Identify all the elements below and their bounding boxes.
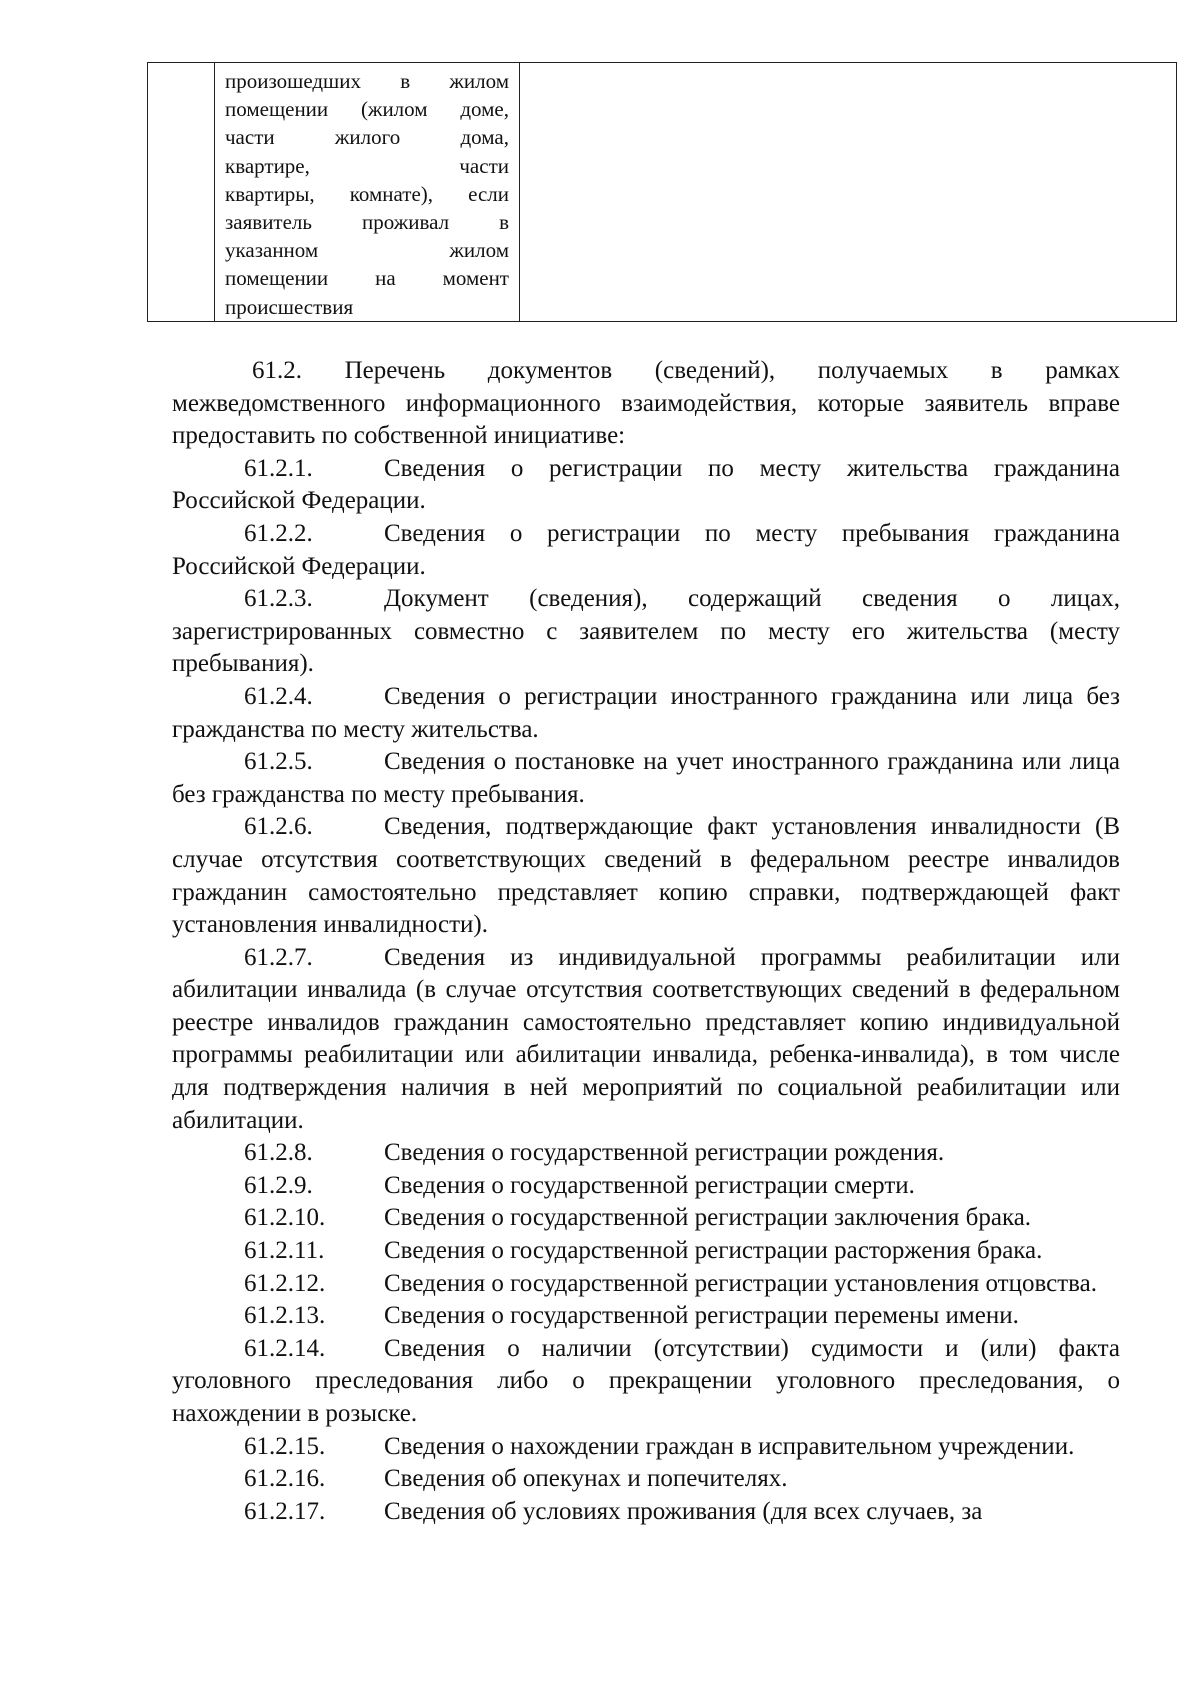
cell-line: заявитель проживал в [225,210,509,235]
cell-line: произошедших в жилом [225,69,509,93]
list-item [172,453,1120,518]
list-item [172,746,1120,811]
item-number: 61.2.9. [244,1171,313,1199]
item-number: 61.2.5. [244,748,313,776]
item-number: 61.2.14. [244,1334,326,1362]
list-item [172,1463,1120,1496]
list-item [172,1268,1120,1301]
item-text: Сведения об условиях проживания (для всех случаев, за [384,1497,983,1525]
table-fragment [147,62,1177,322]
document-body [172,355,1120,1528]
item-number: 61.2.13. [244,1302,326,1330]
table-cell-description [215,63,520,322]
list-item [172,1496,1120,1529]
item-text: Сведения о регистрации иностранного гражданина или лица без гражданства по месту жительства. [172,682,1120,743]
list-item [172,1300,1120,1333]
item-number: 61.2.16. [244,1465,326,1493]
list-item [172,583,1120,681]
table-row [148,63,1177,322]
item-text: Сведения о регистрации по месту пребывания гражданина Российской Федерации. [172,519,1120,580]
list-item [172,1202,1120,1235]
cell-line: помещении (жилом доме, [225,97,509,122]
item-text: Сведения о регистрации по месту жительства гражданина Российской Федерации. [172,454,1120,515]
item-text: Сведения о наличии (отсутствии) судимости и (или) факта уголовного преследования либо о прекращении уголовного преследования, о нахождении в розыске. [172,1334,1120,1427]
item-text: Сведения о государственной регистрации перемены имени. [384,1302,1019,1330]
list-item [172,1431,1120,1464]
item-number: 61.2.3. [244,585,313,613]
cell-line: помещении на момент [225,266,509,291]
item-number: 61.2.15. [244,1432,326,1460]
item-text: Сведения о государственной регистрации смерти. [384,1171,915,1199]
list-item [172,1170,1120,1203]
item-number: 61.2.17. [244,1497,326,1525]
cell-line: указанном жилом [225,238,509,263]
item-text: Сведения о государственной регистрации установления отцовства. [384,1269,1097,1297]
item-number: 61.2.7. [244,943,313,971]
list-item [172,1137,1120,1170]
item-text: Сведения о постановке на учет иностранного гражданина или лица без гражданства по месту пребывания. [172,748,1120,808]
intro-text: Перечень документов (сведений), получаемых в рамках межведомственного информационного взаимодействия, которые заявитель вправе предоставить по собственной инициативе: [172,357,1121,450]
list-item [172,1235,1120,1268]
cell-line: происшествия [225,294,354,319]
list-item [172,518,1120,583]
item-text: Сведения о государственной регистрации заключения брака. [384,1204,1032,1232]
item-number: 61.2.4. [244,682,313,710]
item-number: 61.2.11. [244,1237,325,1265]
table-cell-empty [520,63,1177,322]
table-cell-number [148,63,215,322]
item-text: Сведения из индивидуальной программы реабилитации или абилитации инвалида (в случае отсутствия соответствующих сведений в федеральном реестре инвалидов гражданин самостоятельно представляет копию индивидуальной программы реабилитации или абилитации инвалида, ребенка-инвалида), в том числе для подтверждения наличия в ней мероприятий по социальной реабилитации или абилитации. [172,943,1120,1134]
cell-line: части жилого дома, [225,125,509,150]
intro-paragraph [172,355,1120,453]
item-text: Сведения о государственной регистрации расторжения брака. [384,1237,1043,1265]
item-text: Сведения о государственной регистрации рождения. [384,1139,945,1167]
item-number: 61.2.12. [244,1269,326,1297]
list-item [172,681,1120,746]
item-number: 61.2.1. [244,454,313,482]
item-text: Сведения о нахождении граждан в исправительном учреждении. [384,1432,1075,1460]
item-number: 61.2.8. [244,1139,313,1167]
list-item [172,811,1120,941]
item-text: Сведения, подтверждающие факт установления инвалидности (В случае отсутствия соответствующих сведений в федеральном реестре инвалидов гражданин самостоятельно представляет копию справки, подтверждающей факт установления инвалидности). [172,813,1120,939]
intro-number: 61.2. [252,357,302,384]
item-number: 61.2.2. [244,519,313,547]
item-text: Сведения об опекунах и попечителях. [384,1465,788,1493]
items-list [172,453,1120,1529]
item-number: 61.2.10. [244,1204,326,1232]
cell-line: квартире, части [225,153,509,178]
item-number: 61.2.6. [244,813,313,841]
list-item [172,942,1120,1138]
cell-line: квартиры, комнате), если [225,181,509,206]
item-text: Документ (сведения), содержащий сведения о лицах, зарегистрированных совместно с заявителем по месту его жительства (месту пребывания). [172,585,1120,678]
list-item [172,1333,1120,1431]
